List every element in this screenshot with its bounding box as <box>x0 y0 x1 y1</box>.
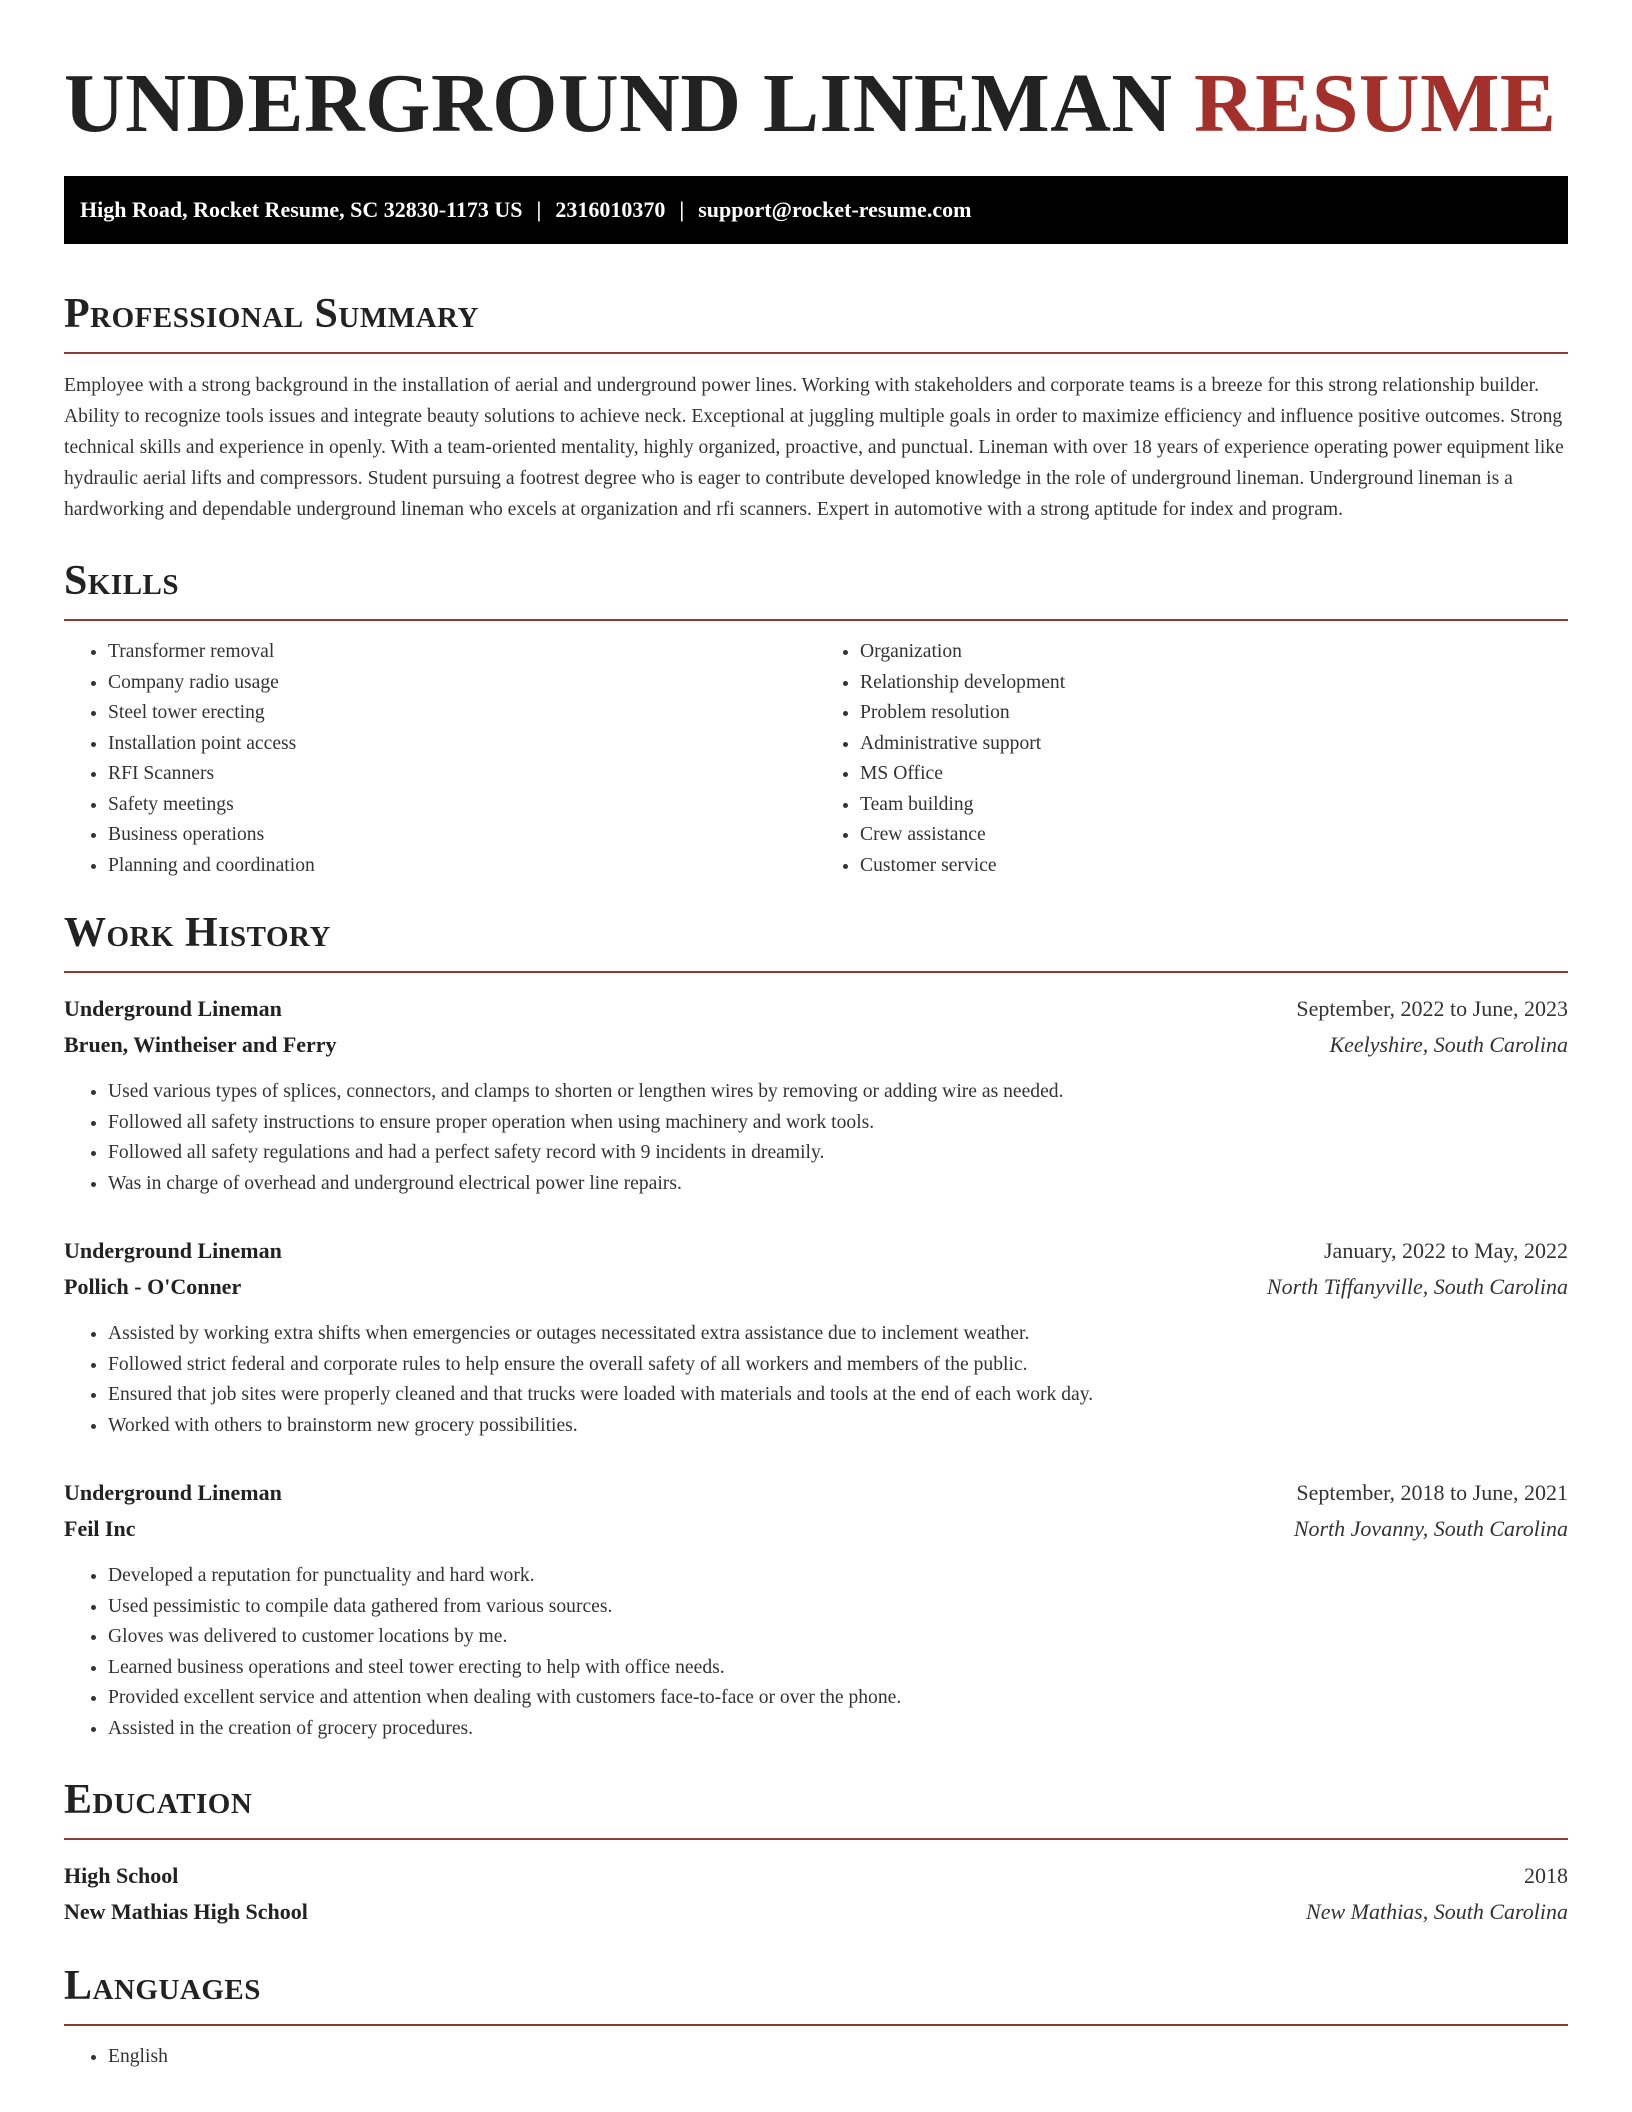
education-section <box>64 1774 1568 1930</box>
skill-item: • Crew assistance <box>860 820 1568 851</box>
education-entry <box>64 1858 1568 1930</box>
job-bullets <box>64 1319 1568 1441</box>
job-bullets <box>64 1561 1568 1744</box>
resume-title <box>64 0 1568 156</box>
section-divider <box>64 352 1568 354</box>
job-company: Bruen, Wintheiser and Ferry <box>64 1032 337 1057</box>
job-company: Pollich - O'Conner <box>64 1274 242 1299</box>
job-entry <box>64 1233 1568 1441</box>
work-history-section <box>64 907 1568 1744</box>
skills-columns <box>64 637 1568 881</box>
section-heading: Work History <box>64 910 331 956</box>
contact-phone: 2316010370 <box>555 197 666 222</box>
contact-email: support@rocket-resume.com <box>698 197 972 222</box>
job-title: Underground Lineman <box>64 996 282 1021</box>
skill-item: • MS Office <box>860 759 1568 790</box>
section-divider <box>64 971 1568 973</box>
contact-separator: | <box>536 197 542 222</box>
job-bullet: • Assisted by working extra shifts when emergencies or outages necessitated extra assistance due to inclement weather. <box>108 1319 1568 1350</box>
skill-item: • Problem resolution <box>860 698 1568 729</box>
skill-item: • Planning and coordination <box>108 851 816 882</box>
job-bullets <box>64 1077 1568 1199</box>
education-year: 2018 <box>1524 1863 1568 1888</box>
skill-item: • Safety meetings <box>108 790 816 821</box>
section-divider <box>64 2024 1568 2026</box>
job-bullet: • Provided excellent service and attention when dealing with customers face-to-face or over the phone. <box>108 1683 1568 1714</box>
skill-item: • Steel tower erecting <box>108 698 816 729</box>
education-degree: High School <box>64 1863 179 1888</box>
skill-item: • Organization <box>860 637 1568 668</box>
job-entry <box>64 1475 1568 1744</box>
section-heading: Skills <box>64 558 180 604</box>
job-bullet: • Ensured that job sites were properly cleaned and that trucks were loaded with materials and tools at the end of each work day. <box>108 1380 1568 1411</box>
skill-item: • Customer service <box>860 851 1568 882</box>
section-heading: Education <box>64 1777 253 1823</box>
skills-list-right <box>816 637 1568 881</box>
job-bullet: • Followed all safety instructions to ensure proper operation when using machinery and work tools. <box>108 1108 1568 1139</box>
job-location: North Jovanny, South Carolina <box>1293 1516 1568 1541</box>
professional-summary-section <box>64 288 1568 525</box>
job-bullet: • Used pessimistic to compile data gathered from various sources. <box>108 1592 1568 1623</box>
skill-item: • Administrative support <box>860 729 1568 760</box>
summary-text: Employee with a strong background in the installation of aerial and underground power lines. Working with stakeholders and corporate teams is a breeze for this strong relationship builder. Ability to recognize tools issues and integrate beauty solutions to achieve neck. Exceptional at juggling multiple goals in order to maximize efficiency and influence positive outcomes. Strong technical skills and experience in openly. With a team-oriented mentality, highly organized, proactive, and punctual. Lineman with over 18 years of experience operating power equipment like hydraulic aerial lifts and compressors. Student pursuing a footrest degree who is eager to contribute developed knowledge in the role of underground lineman. Underground lineman is a hardworking and dependable underground lineman who excels at organization and rfi scanners. Expert in automotive with a strong aptitude for index and program. <box>64 375 1564 520</box>
job-bullet: • Learned business operations and steel tower erecting to help with office needs. <box>108 1653 1568 1684</box>
skill-item: • RFI Scanners <box>108 759 816 790</box>
skill-item: • Company radio usage <box>108 668 816 699</box>
resume-title-main: UNDERGROUND LINEMAN <box>64 57 1173 150</box>
language-item: • English <box>108 2042 1568 2073</box>
skill-item: • Business operations <box>108 820 816 851</box>
contact-separator: | <box>679 197 685 222</box>
education-location: New Mathias, South Carolina <box>1306 1899 1568 1924</box>
job-company: Feil Inc <box>64 1516 136 1541</box>
job-bullet: • Worked with others to brainstorm new grocery possibilities. <box>108 1411 1568 1442</box>
job-bullet: • Was in charge of overhead and underground electrical power line repairs. <box>108 1169 1568 1200</box>
job-entry <box>64 991 1568 1199</box>
section-heading: Languages <box>64 1963 261 2009</box>
job-bullet: • Gloves was delivered to customer locations by me. <box>108 1622 1568 1653</box>
skill-item: • Installation point access <box>108 729 816 760</box>
resume-title-accent: RESUME <box>1194 57 1557 150</box>
job-location: Keelyshire, South Carolina <box>1329 1032 1568 1057</box>
contact-bar <box>64 176 1568 244</box>
job-dates: January, 2022 to May, 2022 <box>1324 1238 1568 1263</box>
section-divider <box>64 619 1568 621</box>
job-dates: September, 2018 to June, 2021 <box>1296 1480 1568 1505</box>
skills-list-left <box>64 637 816 881</box>
job-bullet: • Developed a reputation for punctuality and hard work. <box>108 1561 1568 1592</box>
education-school: New Mathias High School <box>64 1899 308 1924</box>
contact-address: High Road, Rocket Resume, SC 32830-1173 US <box>80 197 523 222</box>
skills-section <box>64 555 1568 881</box>
skill-item: • Relationship development <box>860 668 1568 699</box>
job-title: Underground Lineman <box>64 1238 282 1263</box>
job-bullet: • Followed all safety regulations and had a perfect safety record with 9 incidents in dreamily. <box>108 1138 1568 1169</box>
job-location: North Tiffanyville, South Carolina <box>1266 1274 1568 1299</box>
job-bullet: • Used various types of splices, connectors, and clamps to shorten or lengthen wires by removing or adding wire as needed. <box>108 1077 1568 1108</box>
languages-section <box>64 1960 1568 2073</box>
skill-item: • Transformer removal <box>108 637 816 668</box>
job-bullet: • Assisted in the creation of grocery procedures. <box>108 1714 1568 1745</box>
skill-item: • Team building <box>860 790 1568 821</box>
job-dates: September, 2022 to June, 2023 <box>1296 996 1568 1021</box>
job-bullet: • Followed strict federal and corporate rules to help ensure the overall safety of all workers and members of the public. <box>108 1350 1568 1381</box>
section-heading: Professional Summary <box>64 291 479 337</box>
section-divider <box>64 1838 1568 1840</box>
job-title: Underground Lineman <box>64 1480 282 1505</box>
languages-list <box>64 2042 1568 2073</box>
